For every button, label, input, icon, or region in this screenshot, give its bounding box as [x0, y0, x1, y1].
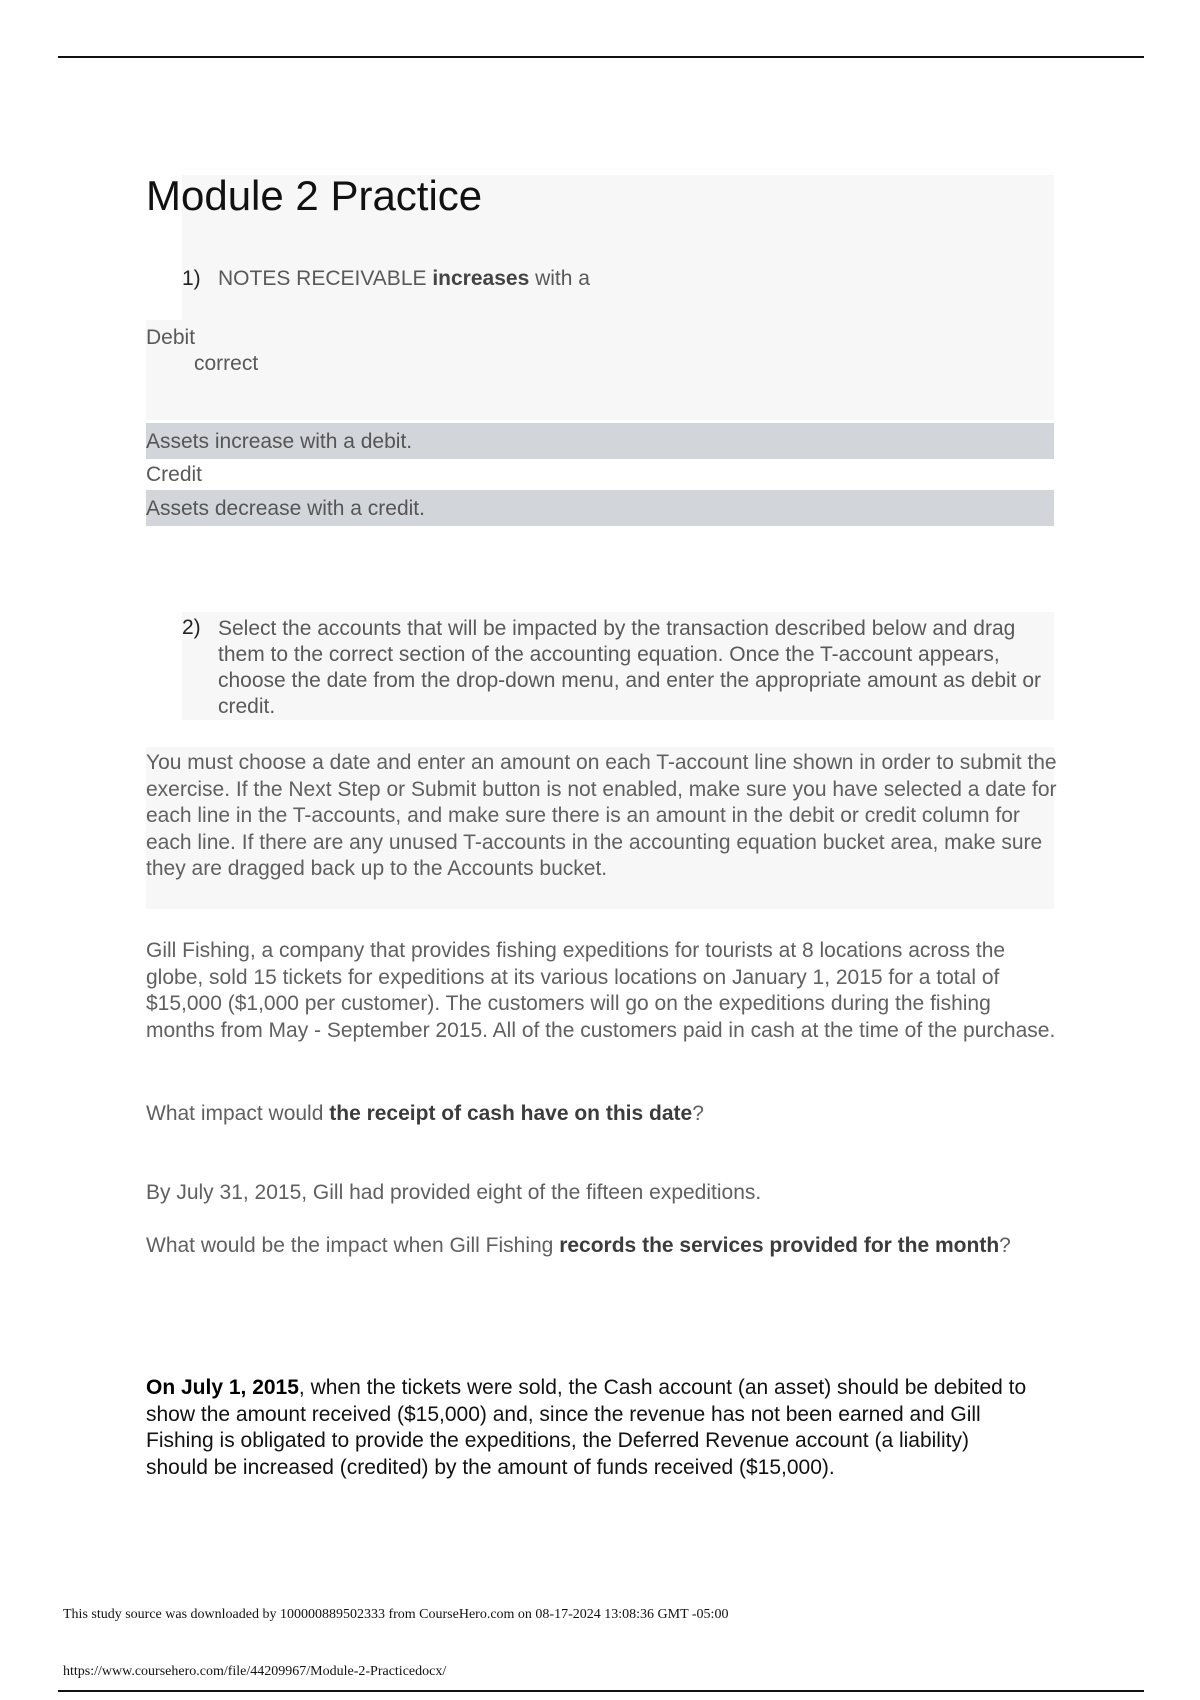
option-credit[interactable]: Credit	[146, 463, 203, 486]
page-title: Module 2 Practice	[146, 172, 483, 219]
question-2-prompt: Select the accounts that will be impacted by the transaction described below and drag them to the correct section of the accounting equation. Once the T-account appears, choose the date from the drop-down menu, and enter the appropriate amount as debit or credit.	[218, 617, 1042, 718]
option-debit[interactable]: Debit	[146, 326, 196, 349]
footer-url[interactable]: https://www.coursehero.com/file/44209967/Module-2-Practicedocx/	[63, 1664, 447, 1679]
correct-marker: correct	[194, 352, 259, 375]
scenario-paragraph: Gill Fishing, a company that provides fishing expeditions for tourists at 8 locations across the globe, sold 15 tickets for expeditions at its various locations on January 1, 2015 for a total of $15,000 ($1,000 per customer). The customers will go on the expeditions during the fishing months from May - September 2015. All of the customers paid in cash at the time of the purchase.	[146, 939, 1056, 1042]
question-a: What impact would the receipt of cash have on this date?	[146, 1102, 704, 1125]
instructions-paragraph: You must choose a date and enter an amount on each T-account line shown in order to submit the exercise. If the Next Step or Submit button is not enabled, make sure you have selected a date for each line in the T-accounts, and make sure there is an amount in the debit or credit column for each line. If there are any unused T-accounts in the accounting equation bucket area, make sure they are dragged back up to the Accounts bucket.	[146, 751, 1057, 880]
footer-source: This study source was downloaded by 100000889502333 from CourseHero.com on 08-17-2024 13:08:36 GMT -05:00	[63, 1607, 729, 1622]
question-b: What would be the impact when Gill Fishing records the services provided for the month?	[146, 1234, 1011, 1257]
question-1-text: NOTES RECEIVABLE increases with a	[218, 267, 590, 290]
answer-paragraph: On July 1, 2015, when the tickets were sold, the Cash account (an asset) should be debited to show the amount received ($15,000) and, since the revenue has not been earned and Gill Fishing is obligated to provide the expeditions, the Deferred Revenue account (a liability) should be increased (credited) by the amount of funds received ($15,000).	[146, 1376, 1027, 1479]
credit-feedback: Assets decrease with a credit.	[146, 490, 1054, 526]
update-paragraph: By July 31, 2015, Gill had provided eight of the fifteen expeditions.	[146, 1181, 762, 1204]
bottom-rule	[58, 1690, 1144, 1692]
question-1-number: 1)	[182, 267, 201, 290]
question-2-number: 2)	[182, 616, 201, 639]
debit-feedback: Assets increase with a debit.	[146, 423, 1054, 459]
top-rule	[58, 56, 1144, 58]
